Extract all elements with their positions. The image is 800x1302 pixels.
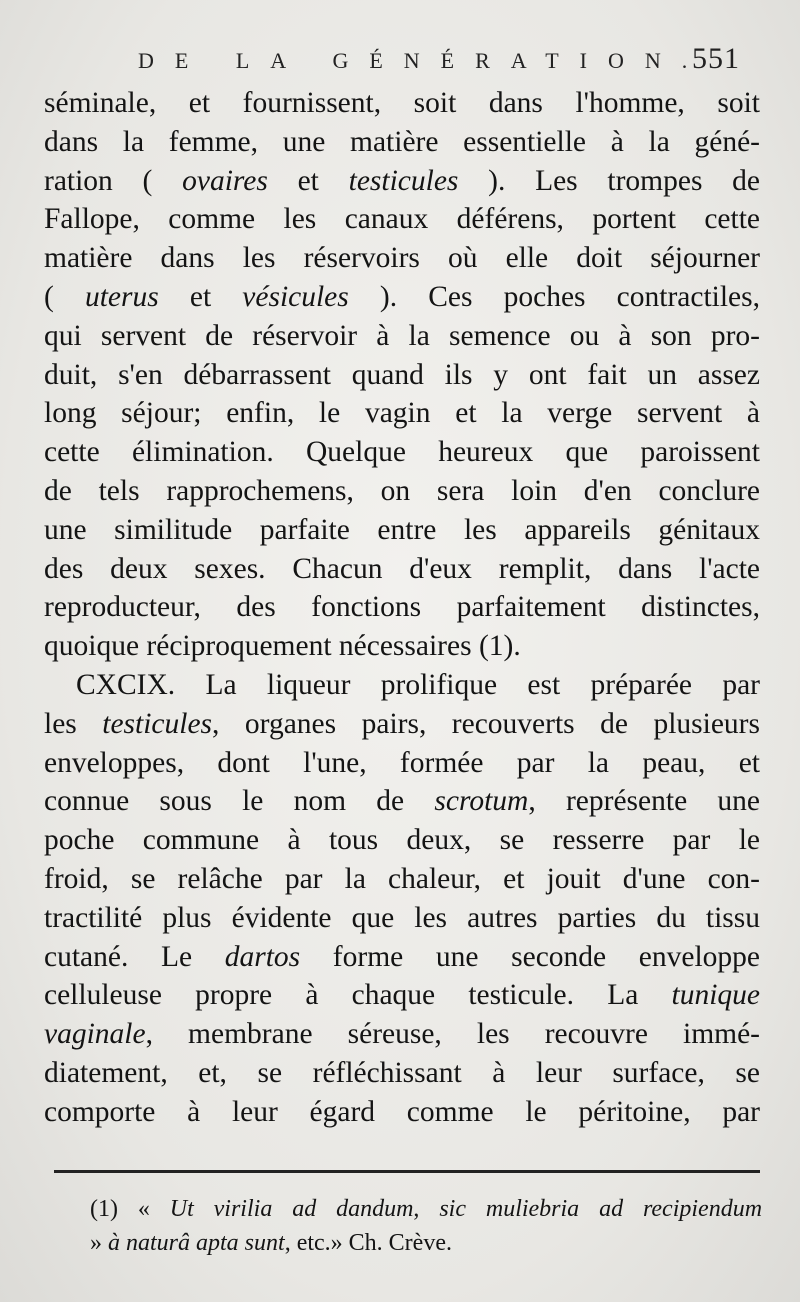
text-line: connue sous le nom de scrotum, représente une [44,785,760,818]
text-line: froid, se relâche par la chaleur, et jouit d'une con- [44,862,760,895]
text-line: matière dans les réservoirs où elle doit séjourner [44,242,760,275]
text-line: long séjour; enfin, le vagin et la verge servent à [44,397,760,430]
main-text [44,84,760,1132]
page-number: 551 [692,42,740,75]
text-line: duit, s'en débarrassent quand ils y ont fait un assez [44,358,760,391]
running-title: DE LA GÉNÉRATION. [138,48,709,73]
text-line: vaginale, membrane séreuse, les recouvre immé- [44,1018,760,1051]
footnote [90,1192,762,1260]
text-line: reproducteur, des fonctions parfaitement distinctes, [44,591,760,624]
text-line: cette élimination. Quelque heureux que paroissent [44,436,760,469]
text-line: une similitude parfaite entre les appareils génitaux [44,513,760,546]
text-line: poche commune à tous deux, se resserre par le [44,824,760,857]
text-line: dans la femme, une matière essentielle à la géné- [44,125,760,158]
text-line: de tels rapprochemens, on sera loin d'en conclure [44,474,760,507]
text-line: les testicules, organes pairs, recouverts de plusieurs [44,707,760,740]
text-line: tractilité plus évidente que les autres parties du tissu [44,901,760,934]
text-line: quoique réciproquement nécessaires (1). [44,630,521,663]
page-header [100,44,760,78]
text-line: séminale, et fournissent, soit dans l'homme, soit [44,87,760,119]
text-line: Fallope, comme les canaux déférens, portent cette [44,203,760,236]
text-line: qui servent de réservoir à la semence ou à son pro- [44,319,760,352]
text-line: comporte à leur égard comme le péritoine, par [44,1095,760,1128]
text-line: des deux sexes. Chacun d'eux remplit, dans l'acte [44,552,760,585]
text-line: ( uterus et vésicules ). Ces poches contractiles, [44,280,761,313]
text-line: cutané. Le dartos forme une seconde enveloppe [44,940,760,973]
paragraph-start-line: CXCIX. La liqueur prolifique est préparée par [76,668,760,701]
footnote-line: (1) « Ut virilia ad dandum, sic muliebria ad recipiendum [90,1196,763,1222]
text-line: celluleuse propre à chaque testicule. La tunique [44,979,760,1012]
footnote-divider [54,1170,760,1173]
footnote-line: » à naturâ apta sunt, etc.» Ch. Crève. [90,1230,452,1256]
text-line: diatement, et, se réfléchissant à leur surface, se [44,1056,760,1089]
text-line: enveloppes, dont l'une, formée par la peau, et [44,746,760,779]
text-line: ration ( ovaires et testicules ). Les trompes de [44,164,761,197]
